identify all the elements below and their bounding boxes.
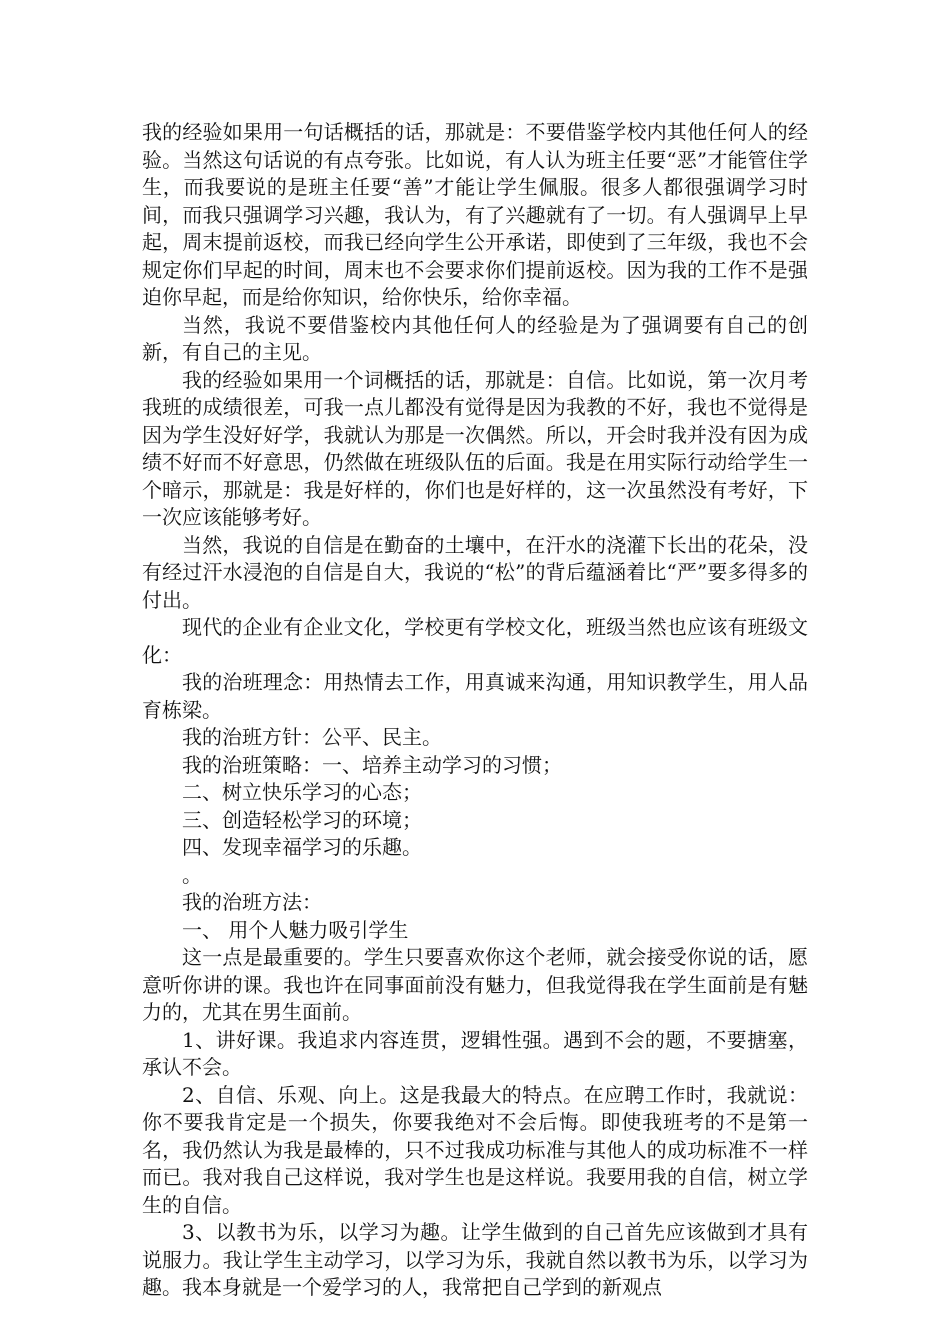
paragraph: 我的治班理念：用热情去工作，用真诚来沟通，用知识教学生，用人品育栋梁。	[142, 670, 808, 722]
paragraph: 二、树立快乐学习的心态；	[182, 780, 422, 804]
paragraph: 四、发现幸福学习的乐趣。	[182, 835, 422, 859]
paragraph: 现代的企业有企业文化，学校更有学校文化，班级当然也应该有班级文化：	[142, 615, 808, 667]
paragraph: 。	[182, 862, 202, 887]
paragraph: 当然，我说不要借鉴校内其他任何人的经验是为了强调要有自己的创新，有自己的主见。	[142, 312, 808, 364]
section-heading: 一、 用个人魅力吸引学生	[182, 917, 409, 942]
document-body	[142, 119, 808, 1302]
paragraph: 三、创造轻松学习的环境；	[182, 807, 422, 832]
paragraph: 当然，我说的自信是在勤奋的土壤中，在汗水的浇灌下长出的花朵，没有经过汗水浸泡的自信是自大，我说的“松”的背后蕴涵着比“严”要多得多的付出。	[142, 532, 808, 612]
paragraph: 我的治班方法：	[182, 890, 322, 914]
paragraph: 1、讲好课。我追求内容连贯，逻辑性强。遇到不会的题，不要搪塞，承认不会。	[142, 1027, 808, 1079]
paragraph: 我的治班策略：一、培养主动学习的习惯；	[182, 752, 562, 777]
paragraph: 我的治班方针：公平、民主。	[182, 725, 442, 749]
paragraph: 我的经验如果用一句话概括的话，那就是：不要借鉴学校内其他任何人的经验。当然这句话说的有点夸张。比如说，有人认为班主任要“恶”才能管住学生，而我要说的是班主任要“善”才能让学生佩服。很多人都很强调学习时间，而我只强调学习兴趣，我认为，有了兴趣就有了一切。有人强调早上早起，周末提前返校，而我已经向学生公开承诺，即使到了三年级，我也不会规定你们早起的时间，周末也不会要求你们提前返校。因为我的工作不是强迫你早起，而是给你知识，给你快乐，给你幸福。	[142, 120, 808, 309]
paragraph: 3、以教书为乐，以学习为趣。让学生做到的自己首先应该做到才具有说服力。我让学生主动学习，以学习为乐，我就自然以教书为乐，以学习为趣。我本身就是一个爱学习的人，我常把自己学到的新观点	[142, 1220, 808, 1299]
paragraph: 2、自信、乐观、向上。这是我最大的特点。在应聘工作时，我就说：你不要我肯定是一个损失，你要我绝对不会后悔。即使我班考的不是第一名，我仍然认为我是最棒的，只不过我成功标准与其他人的成功标准不一样而已。我对我自己这样说，我对学生也是这样说。我要用我的自信，树立学生的自信。	[142, 1082, 808, 1217]
paragraph: 这一点是最重要的。学生只要喜欢你这个老师，就会接受你说的话，愿意听你讲的课。我也许在同事面前没有魅力，但我觉得我在学生面前是有魅力的，尤其在男生面前。	[142, 945, 808, 1024]
paragraph: 我的经验如果用一个词概括的话，那就是：自信。比如说，第一次月考我班的成绩很差，可我一点儿都没有觉得是因为我教的不好，我也不觉得是因为学生没好好学，我就认为那是一次偶然。所以，开会时我并没有因为成绩不好而不好意思，仍然做在班级队伍的后面。我是在用实际行动给学生一个暗示，那就是：我是好样的，你们也是好样的，这一次虽然没有考好，下一次应该能够考好。	[142, 367, 808, 529]
